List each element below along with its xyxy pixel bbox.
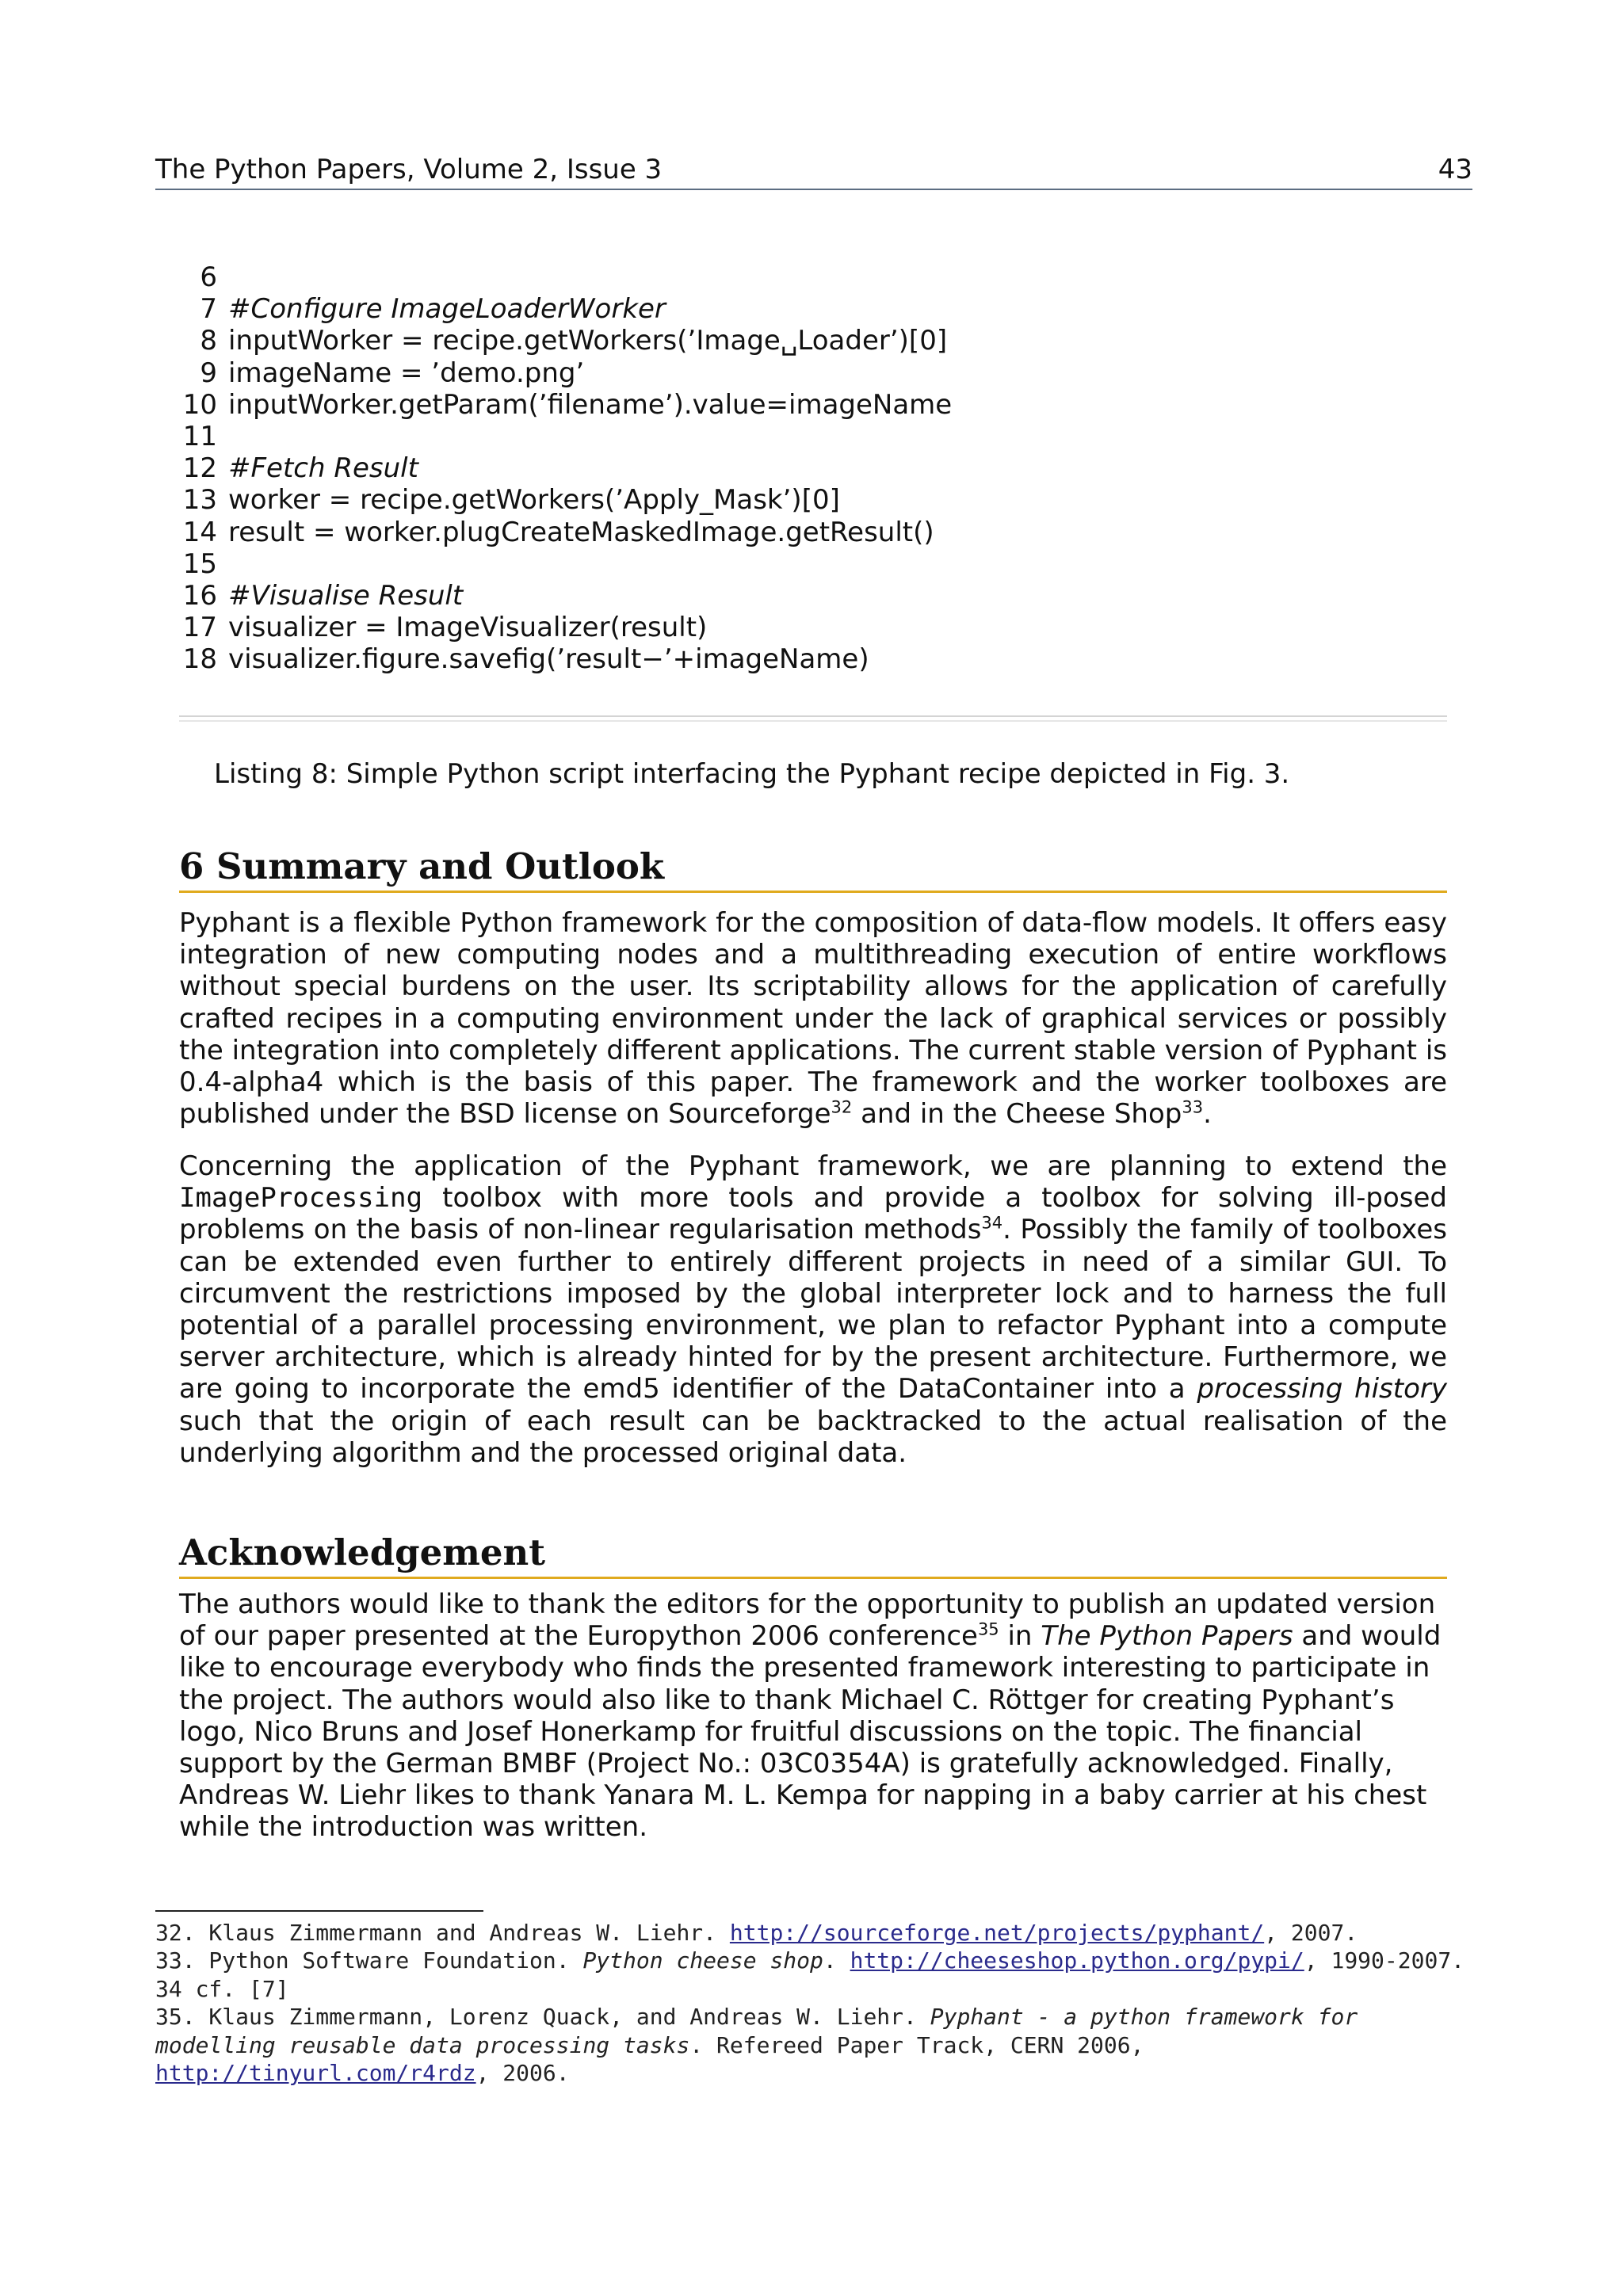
footnote-ref-32[interactable]: 32: [831, 1097, 853, 1117]
code-text: inputWorker.getParam(’filename’).value=imageName: [228, 388, 953, 421]
emphasis: processing history: [1197, 1373, 1448, 1405]
line-number: 17: [182, 612, 217, 644]
line-number: 15: [182, 547, 217, 580]
line-number: 11: [182, 421, 217, 453]
footnote-33: 33. Python Software Foundation. Python cheese shop. http://cheeseshop.python.org/pypi/, 1990-2007.: [155, 1947, 1465, 1974]
footnote-link[interactable]: http://cheeseshop.python.org/pypi/: [850, 1947, 1304, 1974]
code-comment: #Visualise Result: [228, 580, 464, 612]
line-number: 13: [182, 484, 217, 517]
line-number: 9: [200, 357, 217, 389]
footnote-link[interactable]: http://tinyurl.com/r4rdz: [155, 2060, 476, 2087]
listing-divider: [179, 715, 1447, 722]
code-line: [176, 484, 1444, 516]
code-line: [176, 421, 1444, 452]
summary-paragraph-2: Concerning the application of the Pyphant framework, we are planning to extend the ImageProcessing toolbox with more tools and provide a toolbox for solving ill-posed problems on the basis of non-linear regularisation methods$^{34}$. Possibly the family of toolboxes can be extended even further to entirely different projects in need of a similar GUI. To circumvent the restrictions imposed by the global interpreter lock and to harness the full potential of a parallel processing environment, we plan to refactor Pyphant into a compute server architecture, which is already hinted for by the present architecture. Furthermore, we are going to incorporate the emd5 identifier of the DataContainer into a processing history such that the origin of each result can be backtracked to the actual realisation of the underlying algorithm and the processed original data.: [179, 1150, 1448, 1469]
footnote-ref-34[interactable]: 34: [981, 1214, 1003, 1234]
line-number: 6: [200, 261, 217, 293]
code-listing: [176, 261, 1444, 676]
code-line: [176, 612, 1444, 643]
footnote-34: 34 cf. [7]: [155, 1975, 289, 2002]
line-number: 8: [200, 325, 217, 357]
code-line: [176, 261, 1444, 293]
line-number: 7: [200, 293, 217, 326]
code-text: visualizer.figure.savefig(’result−’+imageName): [228, 643, 869, 676]
code-comment: #Fetch Result: [228, 452, 418, 485]
code-line: [176, 580, 1444, 612]
code-text: visualizer = ImageVisualizer(result): [228, 612, 708, 644]
inline-code: ImageProcessing: [179, 1182, 423, 1215]
line-number: 10: [182, 388, 217, 421]
line-number: 14: [182, 516, 217, 548]
code-line: [176, 325, 1444, 357]
code-text: result = worker.plugCreateMaskedImage.getResult(): [228, 516, 934, 548]
page-number: 43: [1438, 154, 1472, 185]
code-comment: #Configure ImageLoaderWorker: [228, 293, 666, 326]
acknowledgement-paragraph: The authors would like to thank the editors for the opportunity to publish an updated version of our paper presented at the Europython 2006 conference$^{35}$ in The Python Papers and would like to encourage everybody who finds the presented framework interesting to participate in the project. The authors would also like to thank Michael C. Röttger for creating Pyphant’s logo, Nico Bruns and Josef Honerkamp for fruitful discussions on the topic. The financial support by the German BMBF (Project No.: 03C0354A) is gratefully acknowledged. Finally, Andreas W. Liehr likes to thank Yanara M. L. Kempa for napping in a baby carrier at his chest while the introduction was written.: [179, 1589, 1442, 1844]
footnotes: [155, 1919, 1472, 2087]
footnote-35: 35. Klaus Zimmermann, Lorenz Quack, and Andreas W. Liehr. Pyphant - a python framework for modelling reusable data processing tasks. Refereed Paper Track, CERN 2006, http://tinyurl.com/r4rdz, 2006.: [155, 2004, 1358, 2087]
footnote-32: 32. Klaus Zimmermann and Andreas W. Liehr. http://sourceforge.net/projects/pyphant/, 2007.: [155, 1920, 1358, 1946]
summary-paragraph-1: Pyphant is a flexible Python framework for the composition of data-flow models. It offers easy integration of new computing nodes and a multithreading execution of entire workflows without special burdens on the user. Its scriptability allows for the application of carefully crafted recipes in a computing environment under the lack of graphical services or possibly the integration into completely different applications. The current stable version of Pyphant is 0.4-alpha4 which is the basis of this paper. The framework and the worker toolboxes are published under the BSD license on Sourceforge$^{32}$ and in the Cheese Shop$^{33}$.: [179, 907, 1447, 1131]
code-text: worker = recipe.getWorkers(’Apply_Mask’)[0]: [228, 484, 840, 517]
section-heading-summary: 6 Summary and Outlook: [179, 845, 1447, 893]
code-text: imageName = ’demo.png’: [228, 357, 585, 389]
code-line: [176, 643, 1444, 675]
running-header: [155, 152, 1472, 190]
footnote-ref-35[interactable]: 35: [977, 1619, 999, 1639]
code-line: [176, 452, 1444, 484]
line-number: 18: [182, 643, 217, 676]
footnote-ref-33[interactable]: 33: [1182, 1097, 1204, 1117]
footnote-divider: [155, 1910, 483, 1912]
code-line: [176, 389, 1444, 421]
code-line: [176, 517, 1444, 548]
code-line: [176, 293, 1444, 325]
section-heading-acknowledgement: Acknowledgement: [179, 1531, 1447, 1579]
listing-caption: Listing 8: Simple Python script interfacing the Pyphant recipe depicted in Fig. 3.: [214, 758, 1290, 790]
line-number: 16: [182, 580, 217, 612]
code-line: [176, 357, 1444, 389]
journal-title: The Python Papers, Volume 2, Issue 3: [155, 154, 663, 185]
footnote-link[interactable]: http://sourceforge.net/projects/pyphant/: [729, 1920, 1265, 1946]
line-number: 12: [182, 452, 217, 485]
code-line: [176, 548, 1444, 580]
journal-emphasis: The Python Papers: [1041, 1620, 1293, 1653]
code-text: inputWorker = recipe.getWorkers(’Image␣Loader’)[0]: [228, 325, 948, 357]
